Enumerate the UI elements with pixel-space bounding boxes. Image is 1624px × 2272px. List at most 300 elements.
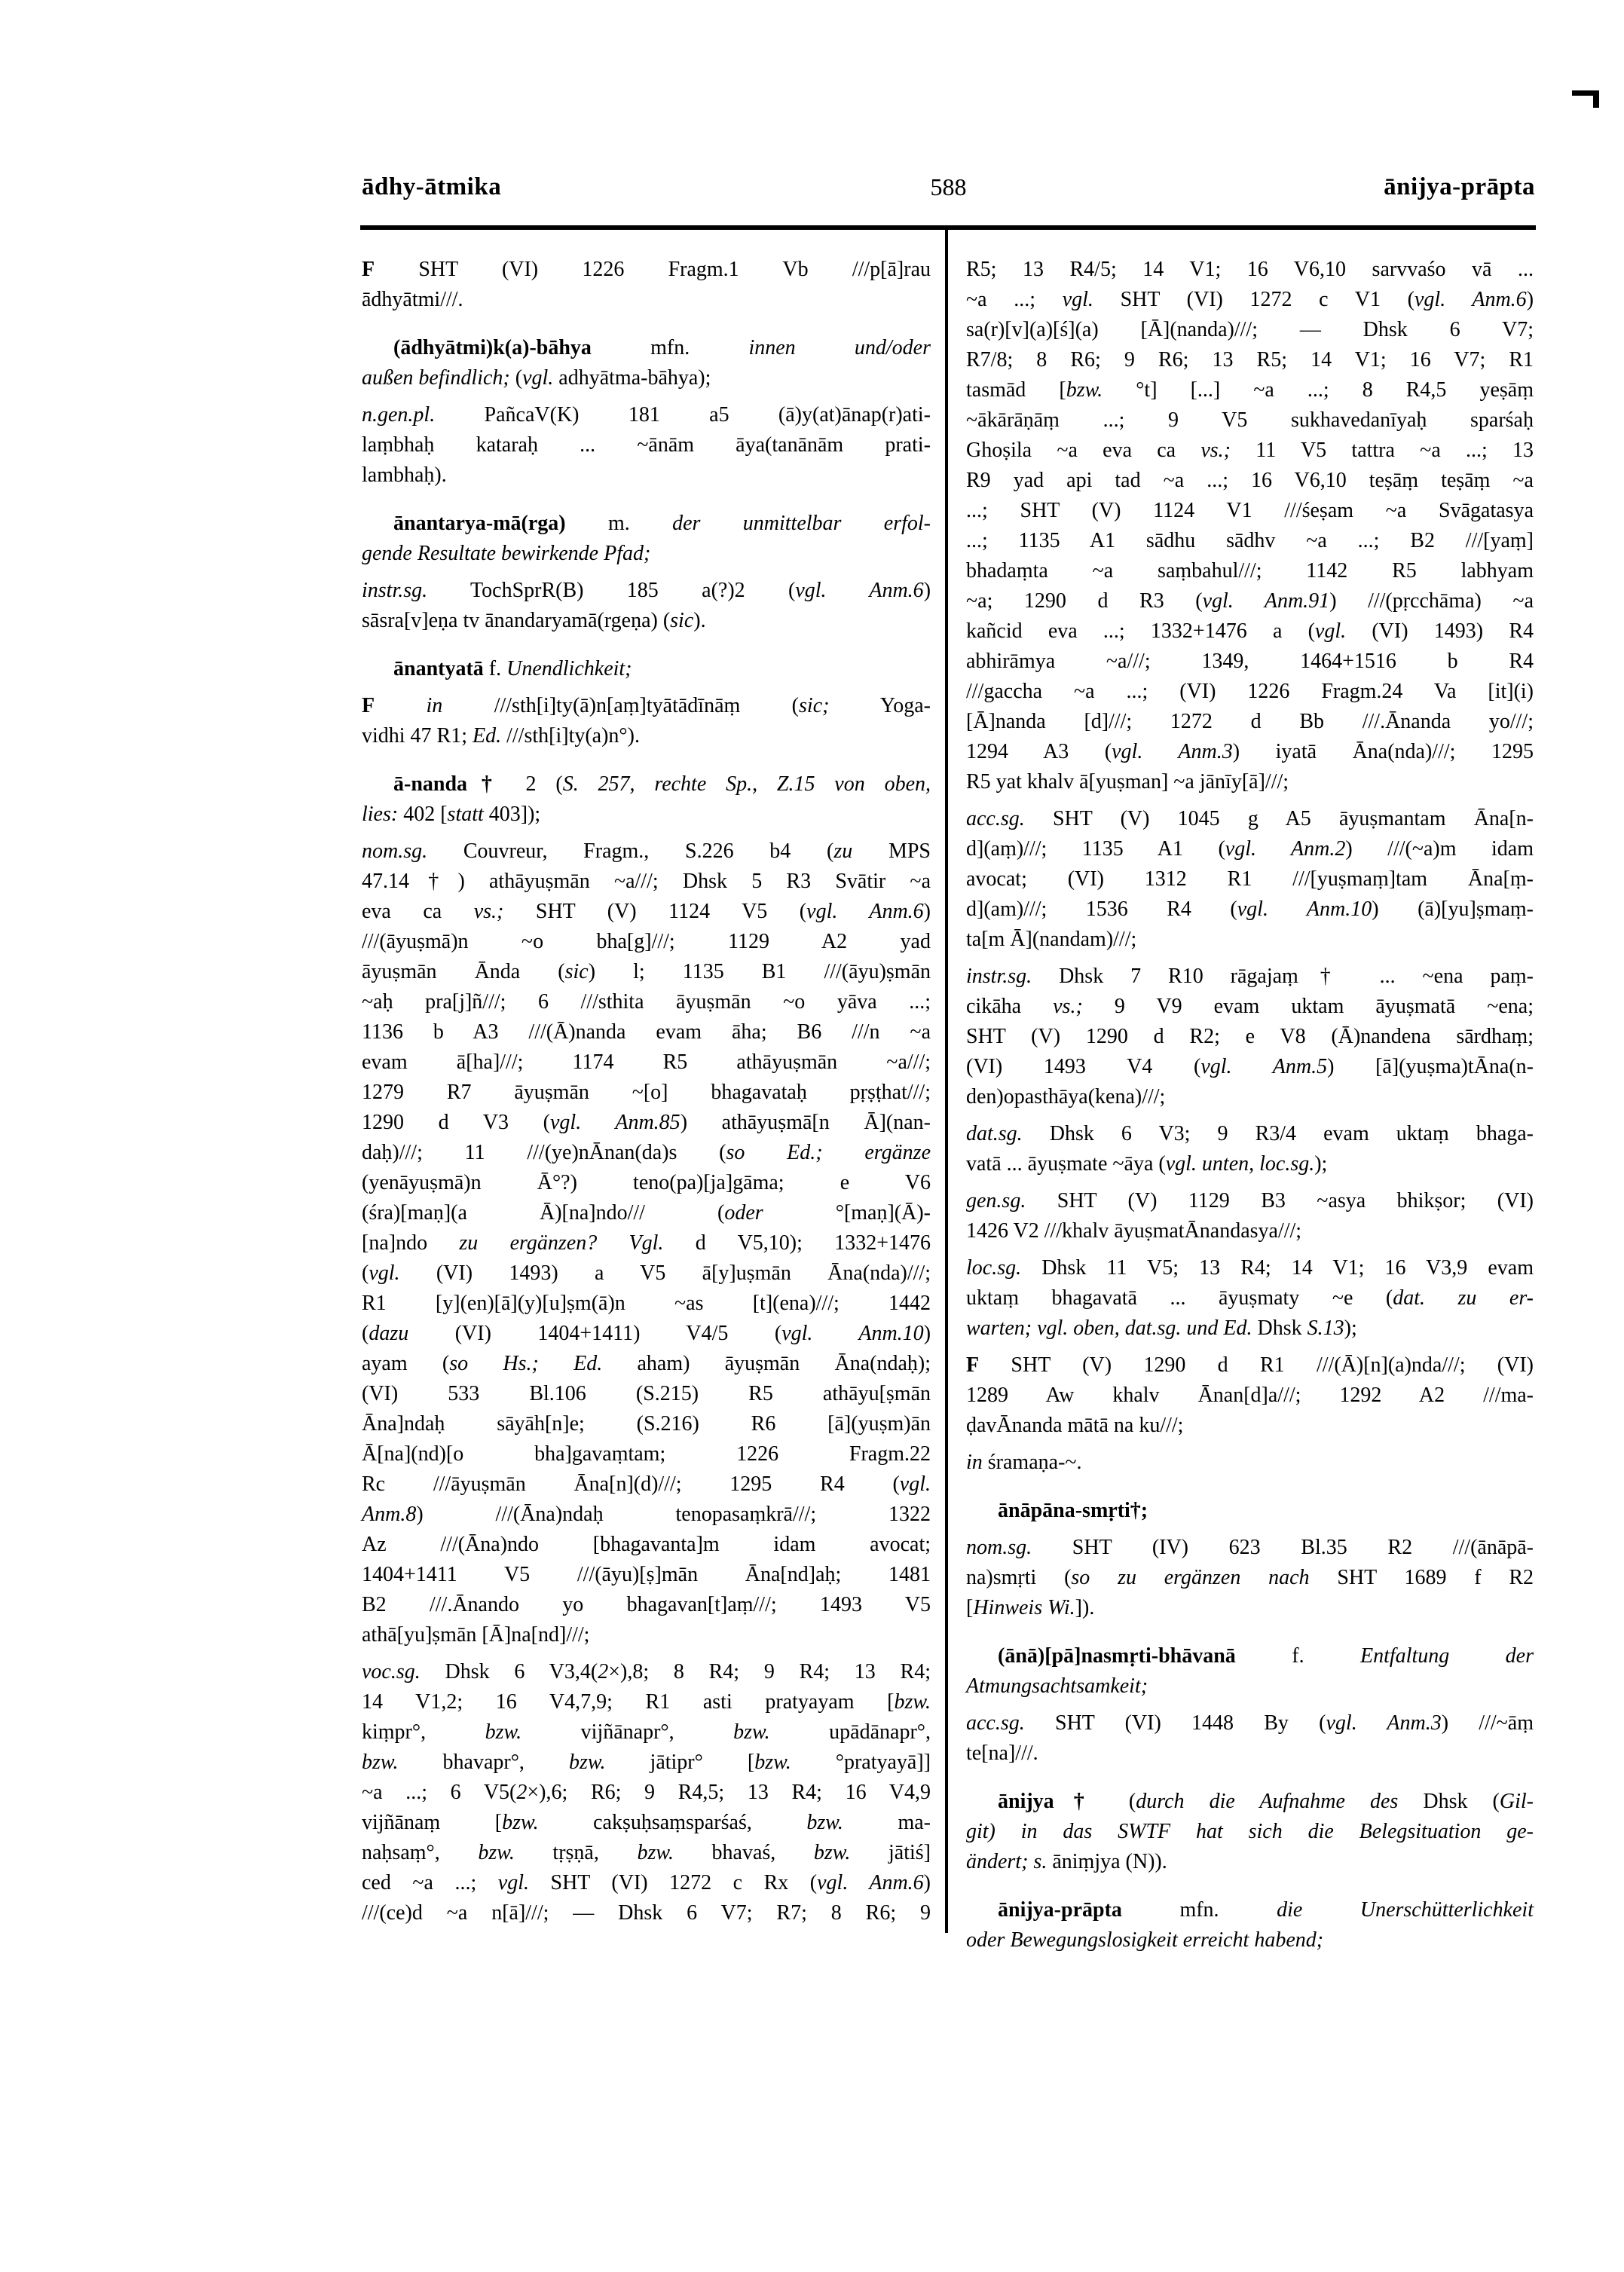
text-run: lambhaḥ). [362,463,447,487]
page-number: 588 [930,173,967,200]
text-line [362,867,931,897]
text-run: ) l; 1135 B1 ///(āyu)ṣmān [588,960,931,983]
text-run: Dhsk 7 R10 rāgajaṃ† ... ~ena paṃ- [1032,965,1534,988]
text-run: f. [483,657,507,680]
text-run: ta[m Ā](nandam)///; [966,928,1137,951]
text-line [362,430,931,460]
text-line [362,1138,931,1168]
text-run: athā[yu]ṣmān [Ā]na[nd]///; [362,1623,590,1647]
text-run: 1404+1411 V5 ///(āyu)[ṣ]mān Āna[nd]aḥ; 1481 [362,1563,931,1586]
text-run: ḍavĀnanda mātā na ku///; [966,1414,1184,1437]
text-run: Anm.8 [362,1503,417,1526]
text-line [362,987,931,1017]
text-run: ) (ā)[yu]ṣmaṃ- [1372,897,1534,921]
left-column [362,255,931,1928]
text-run: 2 [516,1781,528,1804]
text-run: ma- [843,1811,931,1834]
text-run: ///sth[i]ty(ā)n[aṃ]tyātādīnāṃ ( [442,694,800,717]
text-run: acc.sg. [966,807,1025,830]
text-line [966,1119,1534,1149]
text-line [362,255,931,285]
text-line [966,345,1534,375]
text-line [966,1313,1534,1344]
text-run: warten; vgl. oben, dat.sg. und Ed. [966,1316,1252,1340]
text-run: vgl. Anm.5 [1200,1055,1328,1078]
header-lemma-right: ānijya-prāpta [1384,173,1535,200]
text-run: R5; 13 R4/5; 14 V1; 16 V6,10 sarvvaśo vā ... [966,258,1534,281]
text-run: bzw. [733,1720,770,1744]
text-run: dazu [369,1322,409,1345]
text-run: ( [362,1261,369,1285]
text-run: vgl. Anm.6 [806,900,924,923]
text-run: 14 V1,2; 16 V4,7,9; R1 asti pratyayam [ [362,1690,895,1714]
text-run: vgl. [522,366,554,390]
text-run: SHT (V) 1129 B3 ~asya bhikṣor; (VI) [1026,1189,1534,1212]
text-run: ) [1526,288,1534,311]
text-run: in [426,694,443,717]
text-run: Rc ///āyuṣmān Āna[n](d)///; 1295 R4 ( [362,1472,900,1496]
text-run: B2 ///.Ānando yo bhagavan[t]aṃ///; 1493 V5 [362,1593,931,1616]
text-run: śramaṇa-~. [982,1451,1082,1474]
text-run: ayam ( [362,1352,450,1375]
text-line [966,436,1534,466]
text-line [966,255,1534,285]
text-line [362,1349,931,1379]
text-run: Ā[na](nd)[o bha]gavaṃtam; 1226 Fragm.22 [362,1442,931,1466]
text-run: te[na]///. [966,1741,1038,1765]
text-run: ///(ce)d ~a n[ā]///; — Dhsk 6 V7; R7; 8 R6; 9 [362,1901,931,1925]
text-run: (śra)[maṇ](a Ā)[na]ndo/// ( [362,1201,725,1225]
text-line [362,606,931,636]
text-run: SHT (V) 1290 d R2; e V8 (Ā)nandena sārdhaṃ; [966,1025,1534,1048]
text-run: n.gen.pl. [362,403,436,427]
text-line [966,1708,1534,1738]
text-run: in [966,1451,983,1474]
text-line [966,1847,1534,1877]
entry-headword-line [966,1496,1534,1526]
text-line [966,1022,1534,1052]
text-run: sa(r)[v](a)[ś](a) [Ā](nanda)///; — Dhsk 6 V7; [966,318,1534,341]
text-run: 2 [598,1660,609,1683]
text-run: vidhi 47 R1; [362,724,473,748]
text-line [362,1379,931,1409]
text-run: (VI) 1493 V4 ( [966,1055,1201,1078]
text-run: [Ā]nanda [d]///; 1272 d Bb ///.Ānanda yo///; [966,710,1534,733]
text-line [966,285,1534,315]
text-line [362,1560,931,1590]
text-run: innen und/oder [748,336,931,359]
text-run: Hinweis Wi. [973,1596,1075,1619]
text-run: ~ākārāṇāṃ ...; 9 V5 sukhavedanīyaḥ sparśaḥ [966,408,1534,432]
text-line [966,804,1534,834]
entry-headword-line [362,333,931,363]
text-run: ) [923,1322,931,1345]
text-run: daḥ)///; 11 ///(ye)nĀnan(da)s ( [362,1141,726,1164]
text-run: PañcaV(K) 181 a5 (ā)y(at)ānap(r)ati- [435,403,931,427]
text-run: R1 [y](en)[ā](y)[u]ṣm(ā)n ~as [t](ena)///; 1442 [362,1292,931,1315]
text-run: SHT (VI) 1448 By ( [1024,1711,1326,1735]
text-run: ced ~a ...; [362,1871,498,1894]
text-run: vgl. [497,1871,529,1894]
text-run: 47.14†) athāyuṣmān ~a///; Dhsk 5 R3 Svātir ~a [362,870,931,893]
text-run: kiṃpr°, [362,1720,485,1744]
text-run: 1279 R7 āyuṣmān ~[o] bhagavataḥ pṛṣṭhat///; [362,1081,931,1104]
text-line [362,1168,931,1198]
text-run: ) ///(~a)m idam [1345,837,1534,861]
text-run: vgl. Anm.6 [795,579,924,602]
text-run: die Unerschütterlichkeit [1277,1898,1534,1922]
text-run: 2 ( [506,772,563,796]
text-run: TochSprR(B) 185 a(?)2 ( [427,579,796,602]
text-line [966,1082,1534,1112]
text-run: ändert; s. [966,1850,1047,1873]
text-run: R5 yat khalv ā[yuṣman] ~a jānīy[ā]///; [966,770,1289,794]
text-run: ×),8; 8 R4; 9 R4; 13 R4; [608,1660,931,1683]
text-line [966,1448,1534,1478]
text-run: cikāha [966,995,1054,1018]
text-run: ) ///(pṛcchāma) ~a [1329,589,1534,613]
text-run: cakṣuḥsaṃsparśaś, [538,1811,807,1834]
text-run: ). [693,609,706,632]
text-run: ) ///(Āna)ndaḥ tenopasaṃkrā///; 1322 [416,1503,931,1526]
text-run: 1289 Aw khalv Ānan[d]a///; 1292 A2 ///ma- [966,1384,1534,1407]
text-line [362,1289,931,1319]
text-run: ); [1314,1152,1328,1176]
text-run: vgl. [1314,619,1347,643]
text-run: ~aḥ pra[j]ñ///; 6 ///sthita āyuṣmān ~o yāva ...; [362,990,931,1014]
text-run: F [966,1353,980,1377]
text-run: ]). [1075,1596,1095,1619]
text-run: S. 257, rechte Sp., Z.15 von oben, [562,772,931,796]
text-run: (ānā)[pā]nasmṛti-bhāvanā [998,1644,1236,1668]
text-run: [na]ndo [362,1231,460,1255]
text-line [966,1817,1534,1847]
text-line [362,1808,931,1838]
text-run: bhavapr°, [398,1751,569,1774]
right-column [966,255,1534,1956]
text-run: vgl. unten, loc.sg. [1165,1152,1315,1176]
text-line [966,1925,1534,1956]
text-line [362,1530,931,1560]
text-run: vgl. Anm.6 [817,1871,924,1894]
text-run: sic [670,609,694,632]
text-line [362,957,931,987]
text-run: Ghoṣila ~a eva ca [966,439,1201,462]
text-line [966,1350,1534,1381]
text-line [362,1620,931,1650]
text-run: āyuṣmān Ānda ( [362,960,565,983]
text-line [966,1216,1534,1246]
text-run: vgl. [899,1472,931,1496]
text-run: vijñānapr°, [521,1720,734,1744]
text-run: SHT (V) 1290 d R1 ///(Ā)[n](a)nda///; (VI) [979,1353,1534,1377]
text-run: bhadaṃta ~a saṃbahul///; 1142 R5 labhyam [966,559,1534,583]
text-run: ānijya† [998,1790,1104,1813]
text-line [362,1687,931,1717]
text-run: Dhsk 6 V3,4( [420,1660,598,1683]
text-run: °t] [...] ~a ...; 8 R4,5 yeṣāṃ [1103,378,1534,402]
text-run: bzw. [813,1841,851,1864]
text-line [362,576,931,606]
text-run: bzw. [1066,378,1103,402]
text-line [966,1149,1534,1179]
text-run: ) [923,1871,931,1894]
text-run: F [362,258,375,281]
text-run: oder [724,1201,763,1225]
text-line [362,363,931,393]
entry-headword-line [362,654,931,684]
text-run: dat.sg. [966,1122,1023,1145]
text-run: zu ergänzen? Vgl. [459,1231,664,1255]
text-run: bzw. [754,1751,791,1774]
text-run: vs.; [473,900,504,923]
text-run: SHT (VI) 1272 c V1 ( [1093,288,1415,311]
text-line [966,1533,1534,1563]
text-run: zu [833,839,853,863]
text-run: SHT (V) 1045 g A5 āyuṣmantam Āna[n- [1024,807,1534,830]
text-run: kañcid eva ...; 1332+1476 a ( [966,619,1315,643]
text-line [966,834,1534,864]
text-line [966,1563,1534,1593]
text-run: SHT 1689 f R2 [1309,1566,1534,1589]
text-line [966,737,1534,767]
text-line [966,315,1534,345]
text-line [362,1500,931,1530]
text-run: vgl. Anm.85 [550,1111,680,1134]
text-line [362,1198,931,1228]
text-line [362,1590,931,1620]
text-line [362,691,931,721]
text-run: Dhsk 6 V3; 9 R3/4 evam uktaṃ bhaga- [1022,1122,1534,1145]
text-run: ā-nanda† [393,772,506,796]
text-run: jātipr° [ [605,1751,755,1774]
text-line [362,1748,931,1778]
text-run: so Ed.; ergänze [726,1141,931,1164]
text-run: adhyātma-bāhya); [553,366,711,390]
text-run: bzw. [362,1751,399,1774]
text-line [966,1186,1534,1216]
text-line [362,897,931,927]
text-run: ...; SHT (V) 1124 V1 ///śeṣam ~a Svāgatasya [966,499,1534,522]
text-run: abhirāmya ~a///; 1349, 1464+1516 b R4 [966,650,1534,673]
text-line [966,767,1534,797]
text-line [362,721,931,751]
text-run: sic; [799,694,830,717]
text-line [362,539,931,569]
text-run: SHT (IV) 623 Bl.35 R2 ///(ānāpā- [1032,1536,1534,1559]
text-run: f. [1235,1644,1361,1668]
text-run: ///gaccha ~a ...; (VI) 1226 Fragm.24 Va [it](i) [966,680,1534,703]
text-run: der unmittelbar erfol- [672,512,931,535]
text-run: m. [565,512,673,535]
text-run: Entfaltung der [1360,1644,1534,1668]
text-run: so zu ergänzen nach [1071,1566,1310,1589]
text-run: SHT (V) 1124 V5 ( [503,900,807,923]
entry-headword-line [362,509,931,539]
text-line [362,1469,931,1500]
text-run: tasmād [ [966,378,1066,402]
text-run: dat. zu er- [1393,1286,1534,1310]
text-line [362,1439,931,1469]
text-run: ānantyatā [393,657,484,680]
text-line [362,1078,931,1108]
text-run: Āna]ndaḥ sāyāh[n]e; (S.216) R6 [ā](yuṣm)ān [362,1412,931,1436]
text-run: vgl. [1062,288,1093,311]
text-line [966,1381,1534,1411]
text-line [362,1409,931,1439]
text-run: R9 yad api tad ~a ...; 16 V6,10 teṣāṃ teṣāṃ ~a [966,469,1534,492]
text-run: vgl. [369,1261,400,1285]
text-run: d](am)///; 1536 R4 ( [966,897,1237,921]
text-line [362,1319,931,1349]
text-line [362,1017,931,1047]
text-line [362,1868,931,1898]
text-run: oder Bewegungslosigkeit erreicht habend; [966,1928,1324,1952]
text-run: so Hs.; Ed. [449,1352,603,1375]
text-run: R7/8; 8 R6; 9 R6; 13 R5; 14 V1; 16 V7; R1 [966,348,1534,372]
text-run: (VI) 1404+1411) V4/5 ( [408,1322,782,1345]
text-run: 1294 A3 ( [966,740,1112,763]
text-run: ) [923,579,931,602]
entry-headword-line [966,1641,1534,1671]
text-run: ānāpāna-smṛti†; [998,1499,1148,1522]
text-run: na)smṛti ( [966,1566,1072,1589]
text-run: eva ca [362,900,474,923]
text-run: vgl. Anm.3 [1326,1711,1442,1735]
text-line [966,616,1534,647]
text-run: SHT (VI) 1226 Fragm.1 Vb ///p[ā]rau [375,258,931,281]
text-run: MPS [852,839,931,863]
text-run: āniṃjya (N)). [1047,1850,1167,1873]
text-run: 9 V9 evam uktam āyuṣmatā ~ena; [1082,995,1534,1018]
text-run: voc.sg. [362,1660,421,1683]
text-line [966,586,1534,616]
text-run: bzw. [478,1841,515,1864]
text-line [966,466,1534,496]
text-run: vgl. Anm.10 [1237,897,1372,921]
text-run: Couvreur, Fragm., S.226 b4 ( [427,839,834,863]
text-line [362,927,931,957]
text-run: F [362,694,375,717]
text-run: ( [362,1322,369,1345]
text-run: Gil- [1499,1790,1534,1813]
text-line [362,1047,931,1078]
text-run: vijñānaṃ [ [362,1811,503,1834]
text-run: evam ā[ha]///; 1174 R5 athāyuṣmān ~a///; [362,1050,931,1074]
text-line [362,285,931,315]
text-run: (VI) 1493) R4 [1346,619,1534,643]
text-run: instr.sg. [362,579,428,602]
text-line [966,1593,1534,1623]
text-line [362,1657,931,1687]
text-run: ~a ...; 6 V5( [362,1781,517,1804]
entry-headword-line [966,1787,1534,1817]
corner-mark [1572,90,1599,96]
text-run: d V5,10); 1332+1476 [663,1231,931,1255]
text-run: vgl. Anm.6 [1414,288,1527,311]
text-line [966,496,1534,526]
text-run: upādānapr°, [769,1720,931,1744]
text-run: vatā ... āyuṣmate ~āya ( [966,1152,1166,1176]
text-run: statt [447,803,484,826]
text-run: vs.; [1200,439,1231,462]
text-run: nom.sg. [966,1536,1032,1559]
text-run: Unendlichkeit; [506,657,632,680]
header-lemma-left: ādhy-ātmika [362,173,502,200]
text-run: mfn. [1121,1898,1277,1922]
text-line [966,405,1534,436]
text-run: vgl. Anm.10 [781,1322,924,1345]
text-run: Yoga- [829,694,931,717]
text-run: ~a ...; [966,288,1063,311]
text-line [966,864,1534,894]
text-run: ///(āyuṣmā)n ~o bha[g]///; 1129 A2 yad [362,930,931,953]
text-line [966,647,1534,677]
text-run: vgl. Anm.91 [1202,589,1330,613]
text-run: aham) āyuṣmān Āna(ndaḥ); [602,1352,931,1375]
text-line [966,1283,1534,1313]
text-run: ( [1103,1790,1136,1813]
text-run: nom.sg. [362,839,428,863]
text-run: durch die Aufnahme des [1136,1790,1399,1813]
text-line [362,1717,931,1748]
text-run: ) [ā](yuṣma)tĀna(n- [1327,1055,1534,1078]
text-run: (VI) 533 Bl.106 (S.215) R5 athāyu[ṣmān [362,1382,931,1405]
text-run: ānijya-prāpta [998,1898,1122,1922]
text-run: gen.sg. [966,1189,1026,1212]
text-line [966,992,1534,1022]
text-run: tṛṣṇā, [514,1841,638,1864]
text-run: vgl. Anm.3 [1112,740,1233,763]
text-run: 1136 b A3 ///(Ā)nanda evam āha; B6 ///n ~a [362,1020,931,1044]
text-run: vgl. Anm.2 [1225,837,1346,861]
text-run: Dhsk 11 V5; 13 R4; 14 V1; 16 V3,9 evam [1021,1256,1534,1280]
text-run: bzw. [568,1751,606,1774]
text-line [966,707,1534,737]
text-line [966,1052,1534,1082]
text-run: bzw. [502,1811,539,1834]
text-run: ādhyātmi///. [362,288,463,311]
text-run: ); [1344,1316,1357,1340]
text-run: ānantarya-mā(rga) [393,512,566,535]
text-run: naḥsaṃ°, [362,1841,479,1864]
column-divider [945,228,948,1933]
text-run: außen befindlich; [362,366,510,390]
text-run: loc.sg. [966,1256,1022,1280]
text-line [362,460,931,491]
text-run: (yenāyuṣmā)n Ā°?) teno(pa)[ja]gāma; e V6 [362,1171,931,1194]
text-run: °[maṇ](Ā)- [763,1201,931,1225]
text-line [362,1778,931,1808]
text-run: instr.sg. [966,965,1032,988]
text-run: bzw. [894,1690,931,1714]
text-run: (ādhyātmi)k(a)-bāhya [393,336,592,359]
text-line [362,1838,931,1868]
text-run: 11 V5 tattra ~a ...; 13 [1231,439,1534,462]
text-run: den)opasthāya(kena)///; [966,1085,1166,1108]
text-run: Ed. [473,724,502,748]
text-run: ) athāyuṣmā[n Ā](nan- [680,1111,931,1134]
text-line [966,925,1534,955]
text-run [375,694,426,717]
text-run: git) in das SWTF hat sich die Belegsituation ge- [966,1820,1534,1843]
text-run: bzw. [485,1720,522,1744]
text-run: Az ///(Āna)ndo [bhagavanta]m idam avocat; [362,1533,931,1556]
text-run: 403]); [483,803,541,826]
text-run: °pratyayā]] [791,1751,931,1774]
text-run: ( [509,366,523,390]
text-run: 402 [ [398,803,448,826]
